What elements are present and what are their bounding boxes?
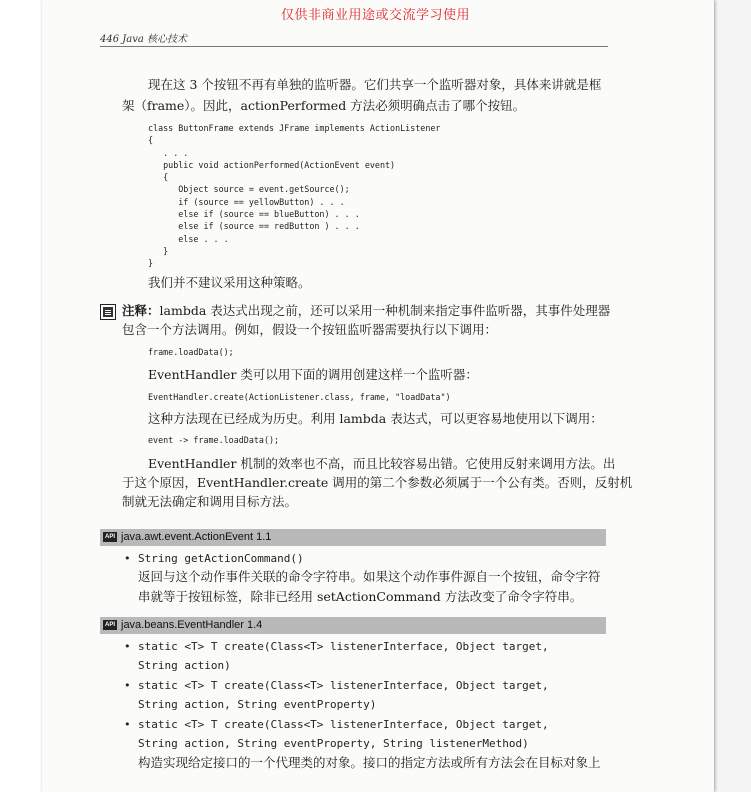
paragraph-line: 现在这 3 个按钮不再有单独的监听器。它们共享一个监听器对象，具体来讲就是框: [148, 77, 602, 92]
api-title: java.beans.EventHandler 1.4: [121, 619, 263, 631]
note-line: 包含一个方法调用。例如，假设一个按钮监听器需要执行以下调用：: [122, 322, 498, 337]
note-text: lambda 表达式出现之前，还可以采用一种机制来指定事件监听器，其事件处理器: [159, 303, 611, 318]
api-method-cont: String action, String eventProperty): [138, 698, 377, 711]
note-icon: [100, 304, 116, 320]
note-label: 注释：: [122, 303, 160, 318]
method-signature: static <T> T create(Class<T> listenerInterface, Object target,: [138, 679, 549, 692]
code-line: {: [148, 135, 154, 146]
paragraph-line: 架（frame）。因此，actionPerformed 方法必须明确点击了哪个按钮。: [122, 98, 526, 113]
note-code: EventHandler.create(ActionListener.class, frame, "loadData"): [148, 392, 451, 402]
method-signature: static <T> T create(Class<T> listenerInterface, Object target,: [138, 718, 549, 731]
note-text: 这种方法现在已经成为历史。利用 lambda 表达式，可以更容易地使用以下调用：: [148, 411, 603, 426]
api-method-cont: String action): [138, 659, 231, 672]
api-title: java.awt.event.ActionEvent 1.1: [121, 531, 272, 543]
code-line: else if (source == redButton ) . . .: [148, 221, 360, 232]
api-method-cont: String action, String eventProperty, String listenerMethod): [138, 737, 529, 750]
method-signature: String getActionCommand(): [138, 552, 304, 565]
code-line: else if (source == blueButton) . . .: [148, 209, 360, 220]
api-header: [100, 529, 606, 546]
api-description: 返回与这个动作事件关联的命令字符串。如果这个动作事件源自一个按钮，命令字符: [138, 569, 601, 584]
code-line: if (source == yellowButton) . . .: [148, 196, 345, 207]
api-header: [100, 617, 606, 634]
bullet-icon: •: [124, 552, 131, 565]
method-signature: static <T> T create(Class<T> listenerInterface, Object target,: [138, 640, 549, 653]
bullet-icon: •: [124, 640, 131, 653]
code-line: }: [148, 245, 169, 256]
bullet-icon: •: [124, 679, 131, 692]
watermark: 仅供非商业用途或交流学习使用: [280, 8, 470, 23]
api-method: [124, 715, 549, 734]
api-method: [124, 549, 304, 568]
background-margin: [714, 0, 751, 792]
code-block: [148, 122, 440, 270]
api-icon: API: [104, 622, 115, 629]
note-code: frame.loadData();: [148, 347, 234, 357]
paragraph-line: 于这个原因，EventHandler.create 调用的第二个参数必须属于一个公有类。否则，反射机: [122, 475, 633, 490]
header-rule: [100, 46, 608, 47]
api-method: [124, 676, 549, 695]
paragraph-line: 我们并不建议采用这种策略。: [148, 275, 311, 290]
note-code: event -> frame.loadData();: [148, 435, 280, 445]
note-line: [122, 302, 610, 320]
code-line: class ButtonFrame extends JFrame implements ActionListener: [148, 123, 441, 133]
code-line: else . . .: [148, 233, 229, 244]
code-line: Object source = event.getSource();: [148, 184, 350, 195]
api-method: [124, 637, 549, 656]
paragraph-line: 制就无法确定和调用目标方法。: [122, 494, 298, 509]
api-description: 串就等于按钮标签，除非已经用 setActionCommand 方法改变了命令字符串。: [138, 589, 583, 604]
note-text: EventHandler 类可以用下面的调用创建这样一个监听器：: [148, 367, 478, 382]
code-line: public void actionPerformed(ActionEvent event): [148, 159, 396, 170]
bullet-icon: •: [124, 718, 131, 731]
code-line: {: [148, 172, 169, 183]
api-icon: API: [104, 534, 115, 541]
api-description: 构造实现给定接口的一个代理类的对象。接口的指定方法或所有方法会在目标对象上: [138, 755, 601, 770]
code-line: }: [148, 258, 154, 269]
page-header: 446 Java 核心技术: [100, 34, 188, 45]
code-line: . . .: [148, 147, 189, 158]
paragraph-line: EventHandler 机制的效率也不高，而且比较容易出错。它使用反射来调用方法。出: [148, 456, 616, 471]
